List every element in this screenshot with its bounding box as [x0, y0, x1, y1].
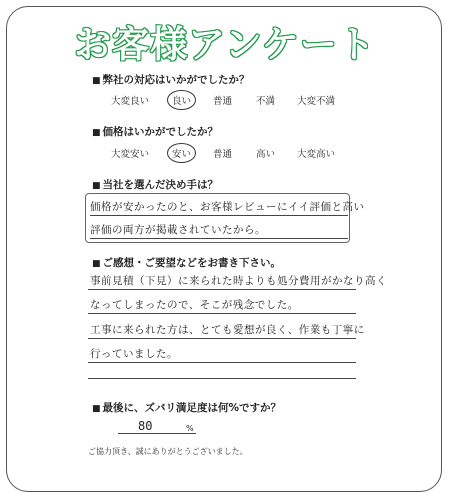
question-4-answer-line-4: 行っていました。	[90, 348, 178, 360]
question-2	[92, 124, 218, 139]
question-4-answer-line-3: 工事に来られた方は、とても愛想が良く、作業も丁寧に	[90, 324, 365, 336]
satisfaction-value: 80	[138, 419, 153, 433]
satisfaction-unit: %	[186, 424, 194, 433]
q2-option-cheap[interactable]: 安い	[167, 143, 196, 163]
question-3-answer-line-1: 価格が安かったのと、お客様レビューにイイ評価と高い	[90, 201, 365, 213]
square-bullet-icon: ■	[92, 128, 101, 138]
question-5-label: 最後に、ズバリ満足度は何%ですか？	[102, 402, 282, 414]
q2-option-expensive[interactable]: 高い	[256, 149, 276, 160]
answer-rule	[88, 338, 356, 339]
question-1	[92, 72, 250, 87]
answer-rule	[88, 362, 356, 363]
satisfaction-underline	[118, 433, 196, 434]
q1-option-very-dissatisfied[interactable]: 大変不満	[297, 96, 336, 107]
q2-option-normal[interactable]: 普通	[213, 149, 233, 160]
answer-rule	[88, 378, 356, 379]
question-3	[92, 177, 218, 192]
square-bullet-icon: ■	[92, 259, 101, 269]
question-2-label: 価格はいかがでしたか？	[102, 126, 219, 138]
q1-option-very-good[interactable]: 大変良い	[111, 96, 150, 107]
answer-rule	[90, 238, 348, 239]
square-bullet-icon: ■	[92, 404, 101, 414]
question-4-answer-line-2: なってしまったので、そこが残念でした。	[90, 299, 299, 311]
square-bullet-icon: ■	[92, 76, 101, 86]
question-4	[92, 255, 281, 270]
q1-option-good[interactable]: 良い	[167, 90, 196, 110]
q2-option-very-cheap[interactable]: 大変安い	[111, 149, 150, 160]
question-4-label: ご感想・ご要望などをお書き下さい。	[102, 257, 282, 269]
question-4-answer-line-1: 事前見積（下見）に来られた時よりも処分費用がかなり高く	[90, 275, 387, 287]
q2-option-very-expensive[interactable]: 大変高い	[297, 149, 336, 160]
question-1-label: 弊社の対応はいかがでしたか？	[102, 74, 250, 86]
question-3-answer-line-2: 評価の両方が掲載されていたから。	[90, 224, 266, 236]
answer-rule	[88, 289, 356, 290]
question-5	[92, 400, 281, 415]
q1-option-dissatisfied[interactable]: 不満	[256, 96, 276, 107]
thank-you-note: ご協力頂き、誠にありがとうございました。	[88, 447, 248, 456]
q1-option-normal[interactable]: 普通	[213, 96, 233, 107]
square-bullet-icon: ■	[92, 181, 101, 191]
question-3-label: 当社を選んだ決め手は？	[102, 179, 219, 191]
answer-rule	[90, 215, 348, 216]
survey-title: お客様アンケート	[74, 23, 376, 66]
answer-rule	[88, 313, 356, 314]
